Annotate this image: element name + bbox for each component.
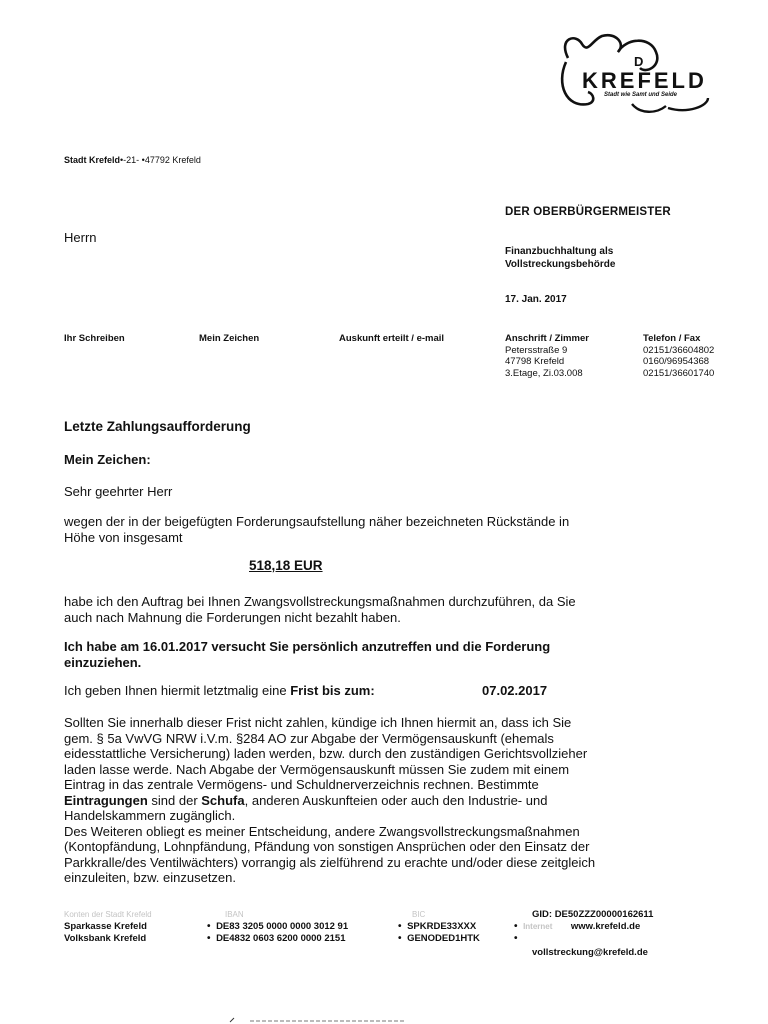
info-phone [643, 333, 714, 379]
info-phone-label: Telefon / Fax [643, 333, 701, 344]
footer-accounts-heading: Konten der Stadt Krefeld [64, 910, 152, 919]
info-contact [339, 333, 444, 345]
info-your-letter-label: Ihr Schreiben [64, 333, 125, 344]
deadline-date: 07.02.2017 [482, 683, 548, 698]
paragraph-line: Ich habe am 16.01.2017 versucht Sie persönlich anzutreffen und die Forderung [64, 639, 551, 654]
deadline-label: Frist bis zum: [290, 683, 375, 698]
department-line: Finanzbuchhaltung als [505, 246, 614, 257]
paragraph-line: wegen der in der beigefügten Forderungsaufstellung näher bezeichneten Rückstände in [64, 514, 570, 529]
sender-name: Stadt Krefeld [64, 155, 121, 165]
paragraph-1 [64, 514, 704, 545]
krefeld-logo [548, 28, 718, 118]
footer-banks [64, 909, 152, 945]
deadline-line [64, 683, 375, 698]
text-fragment: sind der [147, 792, 202, 808]
paragraph-line: Höhe von insgesamt [64, 529, 183, 545]
paragraph-line: Eintrag in das zentrale Vermögens- und Schuldnerverzeichnis rechnen. Bestimmte [64, 777, 539, 792]
address-line: 3.Etage, Zi.03.008 [505, 367, 583, 379]
paragraph-line: Parkkralle/des Ventilwächters) vorrangig als zielführend zu erachte und/oder diese zeitgleich [64, 854, 596, 870]
bank-name: Sparkasse Krefeld [64, 921, 147, 932]
email-link[interactable]: vollstreckung@krefeld.de [532, 947, 648, 958]
department-line: Vollstreckungsbehörde [505, 259, 616, 270]
paragraph-line: gem. § 5a VwVG NRW i.V.m. §284 AO zur Abgabe der Vermögensauskunft (ehemals [64, 730, 554, 746]
internet-label: Internet [523, 922, 553, 931]
paragraph-line: einzuziehen. [64, 654, 142, 670]
footer-bic-heading: BIC [412, 910, 426, 919]
logo-tagline: Stadt wie Samt und Seide [604, 92, 678, 98]
phone-line: 02151/36604802 [643, 344, 715, 356]
footer-iban-heading: IBAN [225, 910, 244, 919]
subject: Letzte Zahlungsaufforderung [64, 419, 251, 434]
phone-line: 02151/36601740 [643, 367, 715, 379]
paragraph-line: laden lasse werde. Nach Abgabe der Vermögensauskunft müssen Sie zudem mit einem [64, 761, 570, 777]
department [505, 245, 615, 271]
phone-line: 0160/96954368 [643, 356, 710, 367]
bullet-icon: • [207, 921, 217, 932]
paragraph-line: auch nach Mahnung die Forderungen nicht bezahlt haben. [64, 609, 401, 625]
address-line: 47798 Krefeld [505, 356, 565, 367]
bottom-scan-marks [228, 1016, 408, 1024]
paragraph-line: eidesstattliche Versicherung) laden werden, bzw. durch den zuständigen Gerichtsvollzieher [64, 746, 588, 761]
total-amount: 518,18 EUR [249, 558, 323, 573]
footer-ibans [207, 909, 348, 945]
recipient: Herrn [64, 230, 97, 245]
bic-value: SPKRDE33XXX [407, 921, 477, 932]
iban-value: DE4832 0603 6200 0000 2151 [216, 933, 346, 944]
bullet-icon: • [207, 933, 217, 944]
info-my-ref [199, 333, 259, 345]
sender-address: •-21- •47792 Krefeld [120, 155, 201, 165]
visit-statement [64, 639, 704, 670]
paragraph-line: einzuleiten, bzw. einzusetzen. [64, 870, 236, 885]
bank-name: Volksbank Krefeld [64, 933, 147, 944]
footer-bics [398, 909, 480, 945]
paragraph-line: habe ich den Auftrag bei Ihnen Zwangsvollstreckungsmaßnahmen durchzuführen, da Sie [64, 594, 576, 609]
logo-city: KREFELD [582, 68, 707, 93]
iban-value: DE83 3205 0000 0000 3012 91 [216, 921, 349, 932]
bold-eintragungen: Eintragungen [64, 792, 148, 808]
info-address [505, 333, 589, 379]
my-sign-label: Mein Zeichen: [64, 452, 151, 467]
info-my-ref-label: Mein Zeichen [199, 333, 260, 344]
bic-value: GENODED1HTK [407, 933, 480, 944]
bold-schufa: Schufa [201, 792, 245, 808]
paragraph-2 [64, 594, 704, 625]
info-address-label: Anschrift / Zimmer [505, 333, 589, 344]
creditor-id: GID: DE50ZZZ00000162611 [532, 909, 654, 920]
bullet-icon: • [398, 921, 408, 932]
paragraph-line: (Kontopfändung, Lohnpfändung, Pfändung von sonstigen Ansprüchen oder den Einsatz der [64, 839, 590, 854]
text-fragment: , anderen Auskunfteien oder auch den Industrie- und [244, 792, 548, 808]
address-line: Petersstraße 9 [505, 344, 568, 356]
bullet-icon: • [514, 921, 524, 932]
paragraph-line: Sollten Sie innerhalb dieser Frist nicht zahlen, kündige ich Ihnen hiermit an, dass ich Sie [64, 715, 572, 730]
info-contact-label: Auskunft erteilt / e-mail [339, 333, 445, 344]
authority-title: DER OBERBÜRGERMEISTER [505, 206, 671, 218]
website-link[interactable]: www.krefeld.de [570, 921, 641, 932]
footer-contact [514, 909, 653, 959]
salutation: Sehr geehrter Herr [64, 484, 173, 499]
paragraph-line: Handelskammern zugänglich. [64, 808, 236, 823]
bullet-icon: • [398, 933, 408, 944]
paragraph-line: Des Weiteren obliegt es meiner Entscheidung, andere Zwangsvollstreckungsmaßnahmen [64, 823, 580, 839]
sender-line [64, 155, 201, 165]
deadline-prefix: Ich geben Ihnen hiermit letztmalig eine [64, 683, 291, 698]
bullet-icon: • [514, 933, 518, 944]
logo-letter: D [634, 54, 644, 69]
letter-date: 17. Jan. 2017 [505, 294, 567, 305]
info-your-letter [64, 333, 125, 345]
paragraph-3 [64, 715, 704, 886]
paragraph-line [64, 793, 704, 809]
